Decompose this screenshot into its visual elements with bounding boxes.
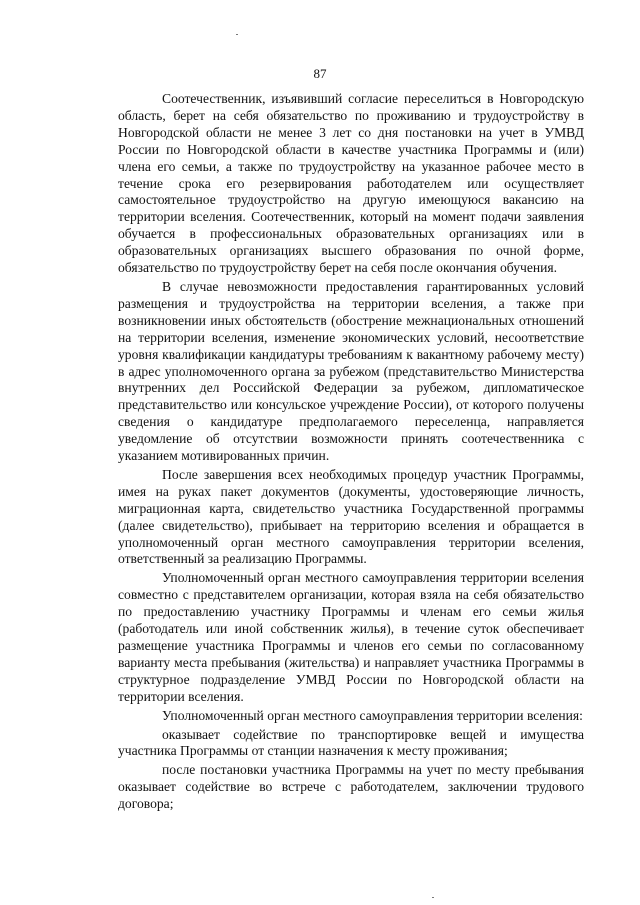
page-number: 87 xyxy=(313,66,327,81)
scan-speck xyxy=(236,34,238,35)
paragraph-transport: оказывает содействие по транспортировке вещей и имущества участника Программы от станции назначения к месту проживания; xyxy=(118,726,584,759)
paragraph-authority-intro: Уполномоченный орган местного самоуправления территории вселения: xyxy=(162,707,583,723)
body-text xyxy=(118,91,584,813)
paragraph-arrival: После завершения всех необходимых процедур участник Программы, имея на руках пакет документов (документы, удостоверяющие личность, миграционная карта, свидетельство участника Государственной программы (далее свидетельство), прибывает на территорию вселения и обращается в уполномоченный орган местного самоуправления территории вселения, ответственный за реализацию Программы. xyxy=(118,466,584,567)
paragraph-employment: после постановки участника Программы на учет по месту пребывания оказывает содействие во встрече с работодателем, заключении трудового договора; xyxy=(118,762,584,812)
paragraph-impossibility: В случае невозможности предоставления гарантированных условий размещения и трудоустройства на территории вселения, а также при возникновении иных обстоятельств (обострение межнациональных отношений на территории вселения, изменение экономических условий, несоответствие уровня квалификации кандидатуры требованиям к вакантному рабочему месту) в адрес уполномоченного органа за рубежом (представительство Министерства внутренних дел Российской Федерации за рубежом, дипломатическое представительство или консульское учреждение России), от которого получены сведения о кандидатуре предполагаемого переселенца, направляется уведомление об отсутствии возможности принять соотечественника с указанием мотивированных причин. xyxy=(118,278,584,464)
paragraph-accommodation: Уполномоченный орган местного самоуправления территории вселения совместно с представителем организации, которая взяла на себя обязательство по предоставлению участнику Программы и членам его семьи жилья (работодатель или иной собственник жилья), в течение суток обеспечивает размещение участника Программы и членов его семьи по согласованному варианту места пребывания (жительства) и направляет участника Программы в структурное подразделение УМВД России по Новгородской области на территории вселения. xyxy=(118,570,584,704)
scan-speck xyxy=(432,897,434,898)
paragraph-obligation: Соотечественник, изъявивший согласие переселиться в Новгородскую область, берет на себя обязательство по проживанию и трудоустройству в Новгородской области не менее 3 лет со дня постановки на учет в УМВД России по Новгородской области в качестве участника Программы и (или) члена его семьи, а также по трудоустройству на указанное рабочее место в течение срока его резервирования работодателем или осуществляет самостоятельное трудоустройство на другую имеющуюся вакансию на территории вселения. Соотечественник, который на момент подачи заявления обучается в профессиональных образовательных организациях или в образовательных организациях высшего образования по очной форме, обязательство по трудоустройству берет на себя после окончания обучения. xyxy=(118,91,584,276)
